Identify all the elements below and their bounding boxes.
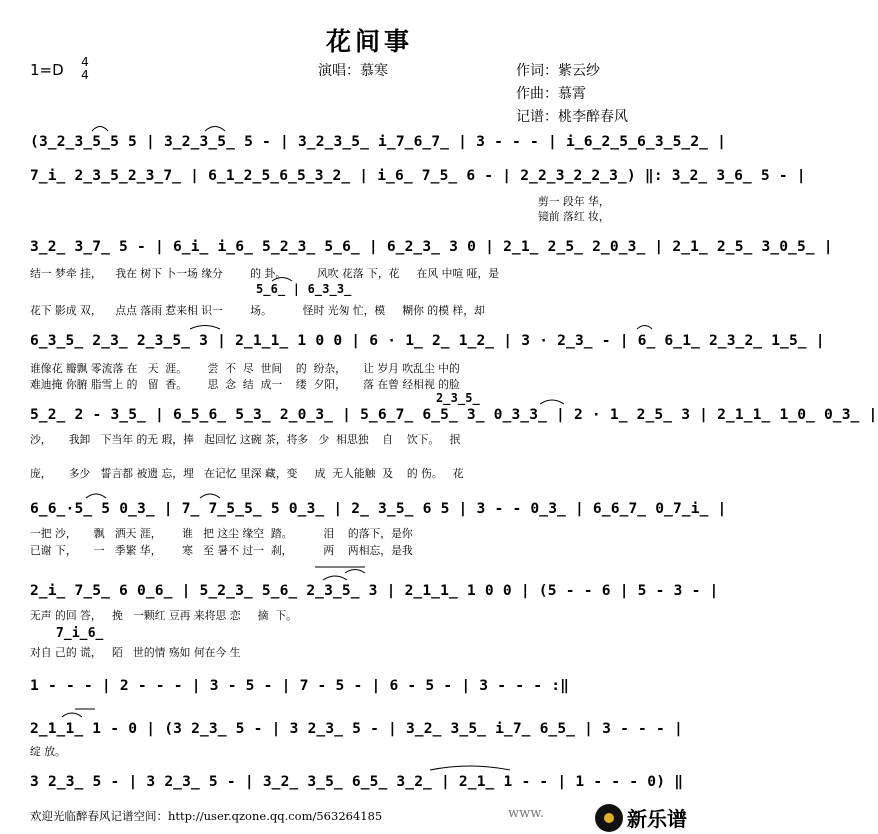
- key-signature: 1=D: [30, 61, 64, 79]
- score-system-1: (3̲2̲3̲5̲5 5 | 3̲2̲3̲5̲ 5 - | 3̲2̲3̲5̲ i̲7̲6̲7̲ | 3 - - - | i̲6̲2̲5̲6̲3̲5̲2̲ |: [30, 133, 727, 150]
- score-system-5: 5̲2̲ 2 - 3̲5̲ | 6̲5̲6̲ 5̲3̲ 2̲0̲3̲ | 5̲6̲7̲ 6̲5̲ 3̲ 0̲3̲3̲ | 2 · 1̲ 2̲5̲ 3 | 2̲1̲1̲ 1̲0̲ 0̲3̲ |: [30, 406, 878, 423]
- song-title: 花间事: [326, 27, 414, 56]
- lyric-line-2b: 镜前 落红 妆，: [538, 210, 610, 223]
- alt-notes-5: 2̲3̲5̲: [436, 391, 480, 405]
- lyric-line-7b: 对自 己的 谎， 陌 世的情 殇如 何在今 生: [30, 646, 241, 659]
- alt-notes-7: 7̲i̲6̲: [56, 626, 104, 641]
- lyric-line-9: 绽 放。: [30, 745, 66, 758]
- lyric-line-4b: 难迪掩 你腑 脂雪上 的 留 香。 思 念 结 成一 缕 夕阳， 落 在曾 经相视 的脸: [30, 378, 460, 391]
- lyric-line-5b: 庞， 多少 誓言都 被遗 忘，埋 在记忆 里深 藏，变 成 无人能触 及 的 伤。 花: [30, 467, 464, 480]
- score-system-8: 1 - - - | 2 - - - | 3 - 5 - | 7 - 5 - | 6 - 5 - | 3 - - - :‖: [30, 677, 570, 694]
- score-system-7: 2̲i̲ 7̲5̲ 6 0̲6̲ | 5̲2̲3̲ 5̲6̲ 2̲3̲5̲ 3 | 2̲1̲1̲ 1 0 0 | (5 - - 6 | 5 - 3 - |: [30, 582, 719, 599]
- composer-credit: 作曲：慕霄: [516, 86, 586, 102]
- lyric-line-3a: 结一 梦牵 挂， 我在 树下 卜一场 缘分 的 卦。 风吹 花落 下，花 在风 中喧 哑，是: [30, 267, 500, 280]
- lyric-line-6b: 已谢 下， 一 季繁 华， 寒 至 暑不 过一 刹， 两 两相忘，是我: [30, 544, 413, 557]
- lyric-line-2a: 剪一 段年 华，: [538, 195, 610, 208]
- watermark-text: www.: [508, 806, 544, 821]
- score-system-2: 7̲i̲ 2̲3̲5̲2̲3̲7̲ | 6̲1̲2̲5̲6̲5̲3̲2̲ | i̲6̲ 7̲5̲ 6 - | 2̲2̲3̲2̲2̲3̲) ‖: 3̲2̲ 3̲6̲ 5 - |: [30, 167, 806, 184]
- score-system-3: 3̲2̲ 3̲7̲ 5 - | 6̲i̲ i̲6̲ 5̲2̲3̲ 5̲6̲ | 6̲2̲3̲ 3 0 | 2̲1̲ 2̲5̲ 2̲0̲3̲ | 2̲1̲ 2̲5̲ 3̲0̲5̲ |: [30, 238, 833, 255]
- lyric-line-3b: 花下 影成 双， 点点 落雨 惹来相 识一 场。 怪时 光匆 忙，模 糊你 的模 样，却: [30, 304, 485, 317]
- lyricist-credit: 作词：紫云纱: [516, 63, 600, 79]
- logo-text: 新乐谱: [627, 807, 687, 831]
- lyric-line-5a: 沙， 我卸 下当年 的无 瑕，捧 起回忆 这碗 茶，将多 少 相思独 自 饮下。 抿: [30, 433, 461, 446]
- music-disc-icon: [595, 804, 623, 832]
- footer-credit: 欢迎光临醉春风记谱空间：http://user.qzone.qq.com/563264185: [30, 809, 383, 823]
- score-system-10: 3 2̲3̲ 5 - | 3 2̲3̲ 5 - | 3̲2̲ 3̲5̲ 6̲5̲ 3̲2̲ | 2̲1̲ 1 - - | 1 - - - 0) ‖: [30, 773, 684, 790]
- time-signature-bottom: 4: [81, 68, 89, 82]
- lyric-line-7a: 无声 的回 答， 挽 一颗红 豆再 来将思 恋 摘 下。: [30, 609, 297, 622]
- singer-credit: 演唱：慕寒: [318, 63, 388, 79]
- lyric-line-6a: 一把 沙， 飘 洒天 涯， 谁 把 这尘 缘空 踏。 泪 的落下，是你: [30, 527, 413, 540]
- lyric-line-4a: 谁像花 瓣飘 零流落 在 天 涯。 尝 不 尽 世间 的 纷杂， 让 岁月 吹乱尘 中的: [30, 362, 460, 375]
- alt-notes-3: 5̲6̲ | 6̲3̲3̲: [256, 282, 352, 296]
- time-signature-top: 4: [81, 55, 89, 69]
- score-system-9: 2̲1̲1̲ 1 - 0 | (3 2̲3̲ 5 - | 3 2̲3̲ 5 - | 3̲2̲ 3̲5̲ i̲7̲ 6̲5̲ | 3 - - - |: [30, 720, 683, 737]
- site-logo: [595, 803, 687, 832]
- transcriber-credit: 记谱：桃李醉春风: [516, 109, 628, 125]
- score-system-4: 6̲3̲5̲ 2̲3̲ 2̲3̲5̲ 3 | 2̲1̲1̲ 1 0 0 | 6 · 1̲ 2̲ 1̲2̲ | 3 · 2̲3̲ - | 6̲ 6̲1̲ 2̲3̲2̲ 1̲5̲ |: [30, 332, 825, 349]
- score-system-6: 6̲6̲·5̲ 5 0̲3̲ | 7̲ 7̲5̲5̲ 5 0̲3̲ | 2̲ 3̲5̲ 6 5 | 3 - - 0̲3̲ | 6̲6̲7̲ 0̲7̲i̲ |: [30, 500, 727, 517]
